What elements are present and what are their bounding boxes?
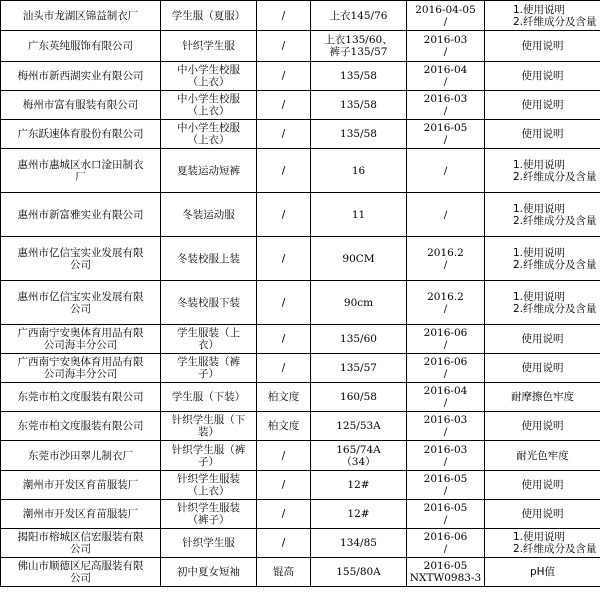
table-row [1,325,600,354]
brand-cell: 柏文度 [257,383,311,412]
date-cell: 2016-04 / [407,62,485,91]
spec-cell: 135/57 [311,354,407,383]
product-cell: 冬装校服下装 [161,281,257,325]
date-cell: 2016.2 / [407,237,485,281]
product-cell: 学生服（下装） [161,383,257,412]
spec-cell: 160/58 [311,383,407,412]
brand-cell: 柏文度 [257,412,311,441]
problem-cell: 耐光色牢度 [485,441,600,471]
problem-cell: 耐摩擦色牢度 [485,383,600,412]
company-cell: 汕头市龙湖区锦益制衣厂 [1,1,161,31]
company-cell: 惠州市亿信宝实业发展有限 公司 [1,281,161,325]
company-cell: 广东英纯服饰有限公司 [1,31,161,62]
date-cell: 2016-06 / [407,325,485,354]
company-cell: 东莞市沙田翠儿制衣厂 [1,441,161,471]
company-cell: 广西南宁安奥体育用品有限 公司海丰分公司 [1,354,161,383]
problem-cell: 1.使用说明 2.纤维成分及含量 [485,193,600,237]
table-row [1,412,600,441]
brand-cell: / [257,441,311,471]
product-cell: 中小学生校服 （上衣） [161,120,257,149]
company-cell: 东莞市柏文度服装有限公司 [1,383,161,412]
date-cell: 2016-06 / [407,529,485,558]
spec-cell: 12# [311,500,407,529]
brand-cell: / [257,91,311,120]
table-row [1,281,600,325]
company-cell: 潮州市开发区育苗服装厂 [1,500,161,529]
brand-cell: / [257,325,311,354]
table-row [1,62,600,91]
brand-cell: / [257,31,311,62]
company-cell: 东莞市柏文度服装有限公司 [1,412,161,441]
spec-cell: 11 [311,193,407,237]
product-cell: 针织学生服 [161,529,257,558]
problem-cell: 使用说明 [485,354,600,383]
date-cell: / [407,149,485,193]
brand-cell: 锟高 [257,558,311,587]
product-cell: 学生服装（上 衣） [161,325,257,354]
company-cell: 潮州市开发区育苗服装厂 [1,471,161,500]
problem-cell: 使用说明 [485,91,600,120]
date-cell: 2016-03 / [407,412,485,441]
company-cell: 佛山市顺德区尼高服装有限 公司 [1,558,161,587]
company-cell: 揭阳市榕城区信宏服装有限 公司 [1,529,161,558]
brand-cell: / [257,149,311,193]
table-row [1,149,600,193]
date-cell: 2016-03 / [407,31,485,62]
spec-cell: 135/58 [311,62,407,91]
problem-cell: 使用说明 [485,62,600,91]
product-cell: 初中夏女短袖 [161,558,257,587]
spec-cell: 165/74A （34） [311,441,407,471]
brand-cell: / [257,237,311,281]
problem-cell: 1.使用说明 2.纤维成分及含量 [485,149,600,193]
table-row [1,237,600,281]
spec-cell: 90cm [311,281,407,325]
problem-cell: 1.使用说明 2.纤维成分及含量 [485,1,600,31]
problem-cell: 1.使用说明 2.纤维成分及含量 [485,281,600,325]
date-cell: / [407,193,485,237]
date-cell: 2016-05 / [407,500,485,529]
brand-cell: / [257,471,311,500]
table-row [1,354,600,383]
table-row [1,558,600,587]
brand-cell: / [257,1,311,31]
date-cell: 2016-03 / [407,441,485,471]
date-cell: 2016-06 / [407,354,485,383]
spec-cell: 125/53A [311,412,407,441]
brand-cell: / [257,529,311,558]
table-row [1,91,600,120]
spec-cell: 135/58 [311,91,407,120]
brand-cell: / [257,62,311,91]
brand-cell: / [257,500,311,529]
product-cell: 中小学生校服 （上衣） [161,62,257,91]
problem-cell: 使用说明 [485,412,600,441]
problem-cell: 使用说明 [485,471,600,500]
product-cell: 针织学生服（下 装） [161,412,257,441]
brand-cell: / [257,193,311,237]
date-cell: 2016-04 / [407,383,485,412]
product-cell: 学生服装（裤 子） [161,354,257,383]
problem-cell: 1.使用说明 2.纤维成分及含量 [485,529,600,558]
problem-cell: 使用说明 [485,31,600,62]
date-cell: 2016-05 / [407,120,485,149]
brand-cell: / [257,281,311,325]
problem-cell: pH值 [485,558,600,587]
product-cell: 冬装运动服 [161,193,257,237]
date-cell: 2016-05 / [407,471,485,500]
product-cell: 冬装校服上装 [161,237,257,281]
company-cell: 惠州市新富雅实业有限公司 [1,193,161,237]
product-cell: 中小学生校服 （上衣） [161,91,257,120]
table-row [1,120,600,149]
spec-cell: 上衣145/76 [311,1,407,31]
spec-cell: 16 [311,149,407,193]
date-cell: 2016.2 / [407,281,485,325]
product-cell: 针织学生服装 （上衣） [161,471,257,500]
spec-cell: 135/60 [311,325,407,354]
table-row [1,441,600,471]
product-cell: 学生服（夏服） [161,1,257,31]
brand-cell: / [257,120,311,149]
product-cell: 夏装运动短裤 [161,149,257,193]
brand-cell: / [257,354,311,383]
problem-cell: 使用说明 [485,325,600,354]
company-cell: 梅州市富有服装有限公司 [1,91,161,120]
table-row [1,500,600,529]
date-cell: 2016-04-05 / [407,1,485,31]
date-cell: 2016-03 / [407,91,485,120]
product-cell: 针织学生服（裤 子） [161,441,257,471]
spec-cell: 上衣135/60、 裤子135/57 [311,31,407,62]
problem-cell: 使用说明 [485,120,600,149]
spec-cell: 134/85 [311,529,407,558]
company-cell: 梅州市新西湖实业有限公司 [1,62,161,91]
table-row [1,471,600,500]
date-cell: 2016-05 NXTW0983-3 [407,558,485,587]
company-cell: 广西南宁安奥体育用品有限 公司海丰分公司 [1,325,161,354]
spec-cell: 12# [311,471,407,500]
table-row [1,529,600,558]
company-cell: 惠州市惠城区水口淦田制衣 厂 [1,149,161,193]
product-cell: 针织学生服装 （裤子） [161,500,257,529]
problem-cell: 使用说明 [485,500,600,529]
company-cell: 广东跃速体育股份有限公司 [1,120,161,149]
spec-cell: 155/80A [311,558,407,587]
table-row [1,383,600,412]
spec-cell: 90CM [311,237,407,281]
table-row [1,31,600,62]
product-cell: 针织学生服 [161,31,257,62]
company-cell: 惠州市亿信宝实业发展有限 公司 [1,237,161,281]
table-row [1,193,600,237]
table-row [1,1,600,31]
spec-cell: 135/58 [311,120,407,149]
problem-cell: 1.使用说明 2.纤维成分及含量 [485,237,600,281]
